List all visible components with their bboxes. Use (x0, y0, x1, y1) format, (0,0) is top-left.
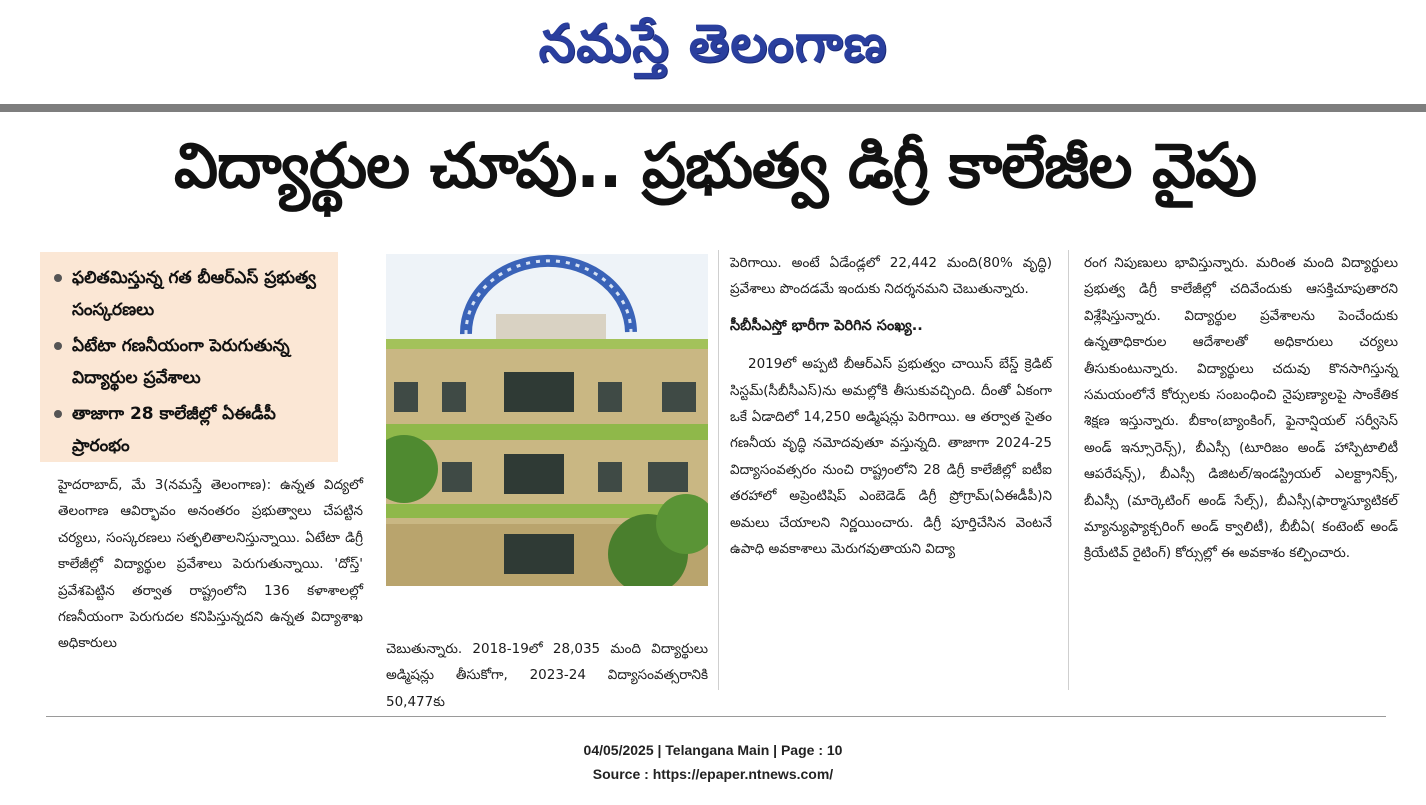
article-column-2 (386, 636, 708, 715)
newspaper-logo: నమస్తే తెలంగాణ (538, 13, 888, 74)
highlight-text: ఫలితమిస్తున్న గత బీఆర్ఎస్ ప్రభుత్వ సంస్కరణలు (72, 268, 316, 320)
highlight-item (54, 330, 330, 394)
article-subheading: సీబీసీఎస్తో భారీగా పెరిగిన సంఖ్య.. (730, 317, 923, 334)
edition-info: 04/05/2025 | Telangana Main | Page : 10 (583, 742, 843, 758)
article-column-1 (58, 472, 363, 657)
article-paragraph: 2019లో అప్పటి బీఆర్ఎస్ ప్రభుత్వం చాయిస్ బేస్డ్ క్రెడిట్ సిస్టమ్(సీబీసీఎస్)ను అమల్లోకి తీసుకువచ్చింది. దీంతో ఏకంగా ఒకే ఏడాదిలో 14,250 అడ్మిషన్లు పెరిగాయి. ఆ తర్వాత సైతం గణనీయ వృద్ధి నమోదవుతూ వస్తున్నది. తాజాగా 2024-25 విద్యాసంవత్సరం నుంచి రాష్ట్రంలోని 28 డిగ్రీ కాలేజీల్లో ఐటీఐ తరహాలో అప్రెంటిషిప్ ఎంబెడెడ్ డిగ్రీ ప్రోగ్రామ్(ఏఈడీపీ)ని అమలు చేయాలని నిర్ణయించారు. డిగ్రీ పూర్తిచేసిన వెంటనే ఉపాధి అవకాశాలు మెరుగవుతాయని విద్యా (730, 356, 1052, 558)
article-paragraph: హైదరాబాద్, మే 3(నమస్తే తెలంగాణ): ఉన్నత విద్యలో తెలంగాణ ఆవిర్భావం అనంతరం ప్రభుత్వాలు చేపట్టిన చర్యలు, సంస్కరణలు సత్ఫలితాలనిస్తున్నాయి. ఏటేటా డిగ్రీ కాలేజీల్లో విద్యార్థుల ప్రవేశాలు పెరుగుతున్నాయి. 'దోస్త్' ప్రవేశపెట్టిన తర్వాత రాష్ట్రంలోని 136 కళాశాలల్లో గణనీయంగా పెరుగుదల కనిపిస్తున్నదని ఉన్నత విద్యాశాఖ అధికారులు (58, 477, 363, 652)
article-paragraph: చెబుతున్నారు. 2018-19లో 28,035 మంది విద్యార్థులు అడ్మిషన్లు తీసుకోగా, 2023-24 విద్యాసంవత్సరానికి 50,477కు (386, 641, 708, 710)
highlight-text: ఏటేటా గణనీయంగా పెరుగుతున్న విద్యార్థుల ప్రవేశాలు (72, 336, 290, 388)
highlight-item (54, 262, 330, 326)
highlight-item (54, 398, 330, 462)
article-paragraph: రంగ నిపుణులు భావిస్తున్నారు. మరింత మంది విద్యార్థులు ప్రభుత్వ డిగ్రీ కాలేజీల్లో చదివేందుకు ఆసక్తిచూపుతారని విశ్లేషిస్తున్నారు. విద్యార్థుల ప్రవేశాలను పెంచేందుకు ఉన్నతాధికారుల ఆదేశాలతో అధికారులు చర్యలు తీసుకుంటున్నారు. విద్యార్థులు చదువు కొనసాగిస్తున్న సమయంలోనే కోర్సులకు సంబంధించి నైపుణ్యాలపై సాంకేతిక శిక్షణ ఇస్తున్నారు. బీకాం(బ్యాంకింగ్, ఫైనాన్షియల్ సర్వీసెస్ అండ్ ఇన్సూరెన్స్), బీఎస్సీ (టూరిజం అండ్ హాస్పిటాలిటీ ఆపరేషన్స్), బీఎస్సీ డిజిటల్/ఇండస్ట్రియల్ ఎలక్ట్రానిక్స్, బీఎస్సీ (మార్కెటింగ్ అండ్ సేల్స్), బీఎస్సీ(ఫార్మాస్యూటికల్ మ్యాన్యుఫ్యాక్చరింగ్ అండ్ క్వాలిటీ), బీబీఏ( కంటెంట్ అండ్ క్రియేటివ్ రైటింగ్) కోర్సుల్లో ఈ అవకాశం కల్పించారు. (1084, 255, 1398, 562)
bullet-icon (54, 410, 62, 418)
column-divider (718, 250, 719, 690)
highlights-box (40, 252, 338, 462)
article-column-3 (730, 250, 1052, 562)
highlight-text: తాజాగా 28 కాలేజీల్లో ఏఈడీపీ ప్రారంభం (72, 404, 276, 456)
college-photo (386, 254, 708, 586)
college-building-image (386, 254, 708, 586)
column-divider (1068, 250, 1069, 690)
article-paragraph: పెరిగాయి. అంటే ఏడేండ్లలో 22,442 మంది(80% వృద్ధి) ప్రవేశాలు పొందడమే ఇందుకు నిదర్శనమని చెబుతున్నారు. (730, 255, 1052, 298)
bullet-icon (54, 342, 62, 350)
source-link[interactable]: Source : https://epaper.ntnews.com/ (592, 766, 834, 782)
bullet-icon (54, 274, 62, 282)
masthead-rule (0, 104, 1426, 112)
masthead (0, 0, 1426, 100)
article-headline: విద్యార్థుల చూపు.. ప్రభుత్వ డిగ్రీ కాలేజీల వైపు (174, 129, 1256, 202)
footer-rule (46, 716, 1386, 717)
article-column-4 (1084, 250, 1398, 567)
